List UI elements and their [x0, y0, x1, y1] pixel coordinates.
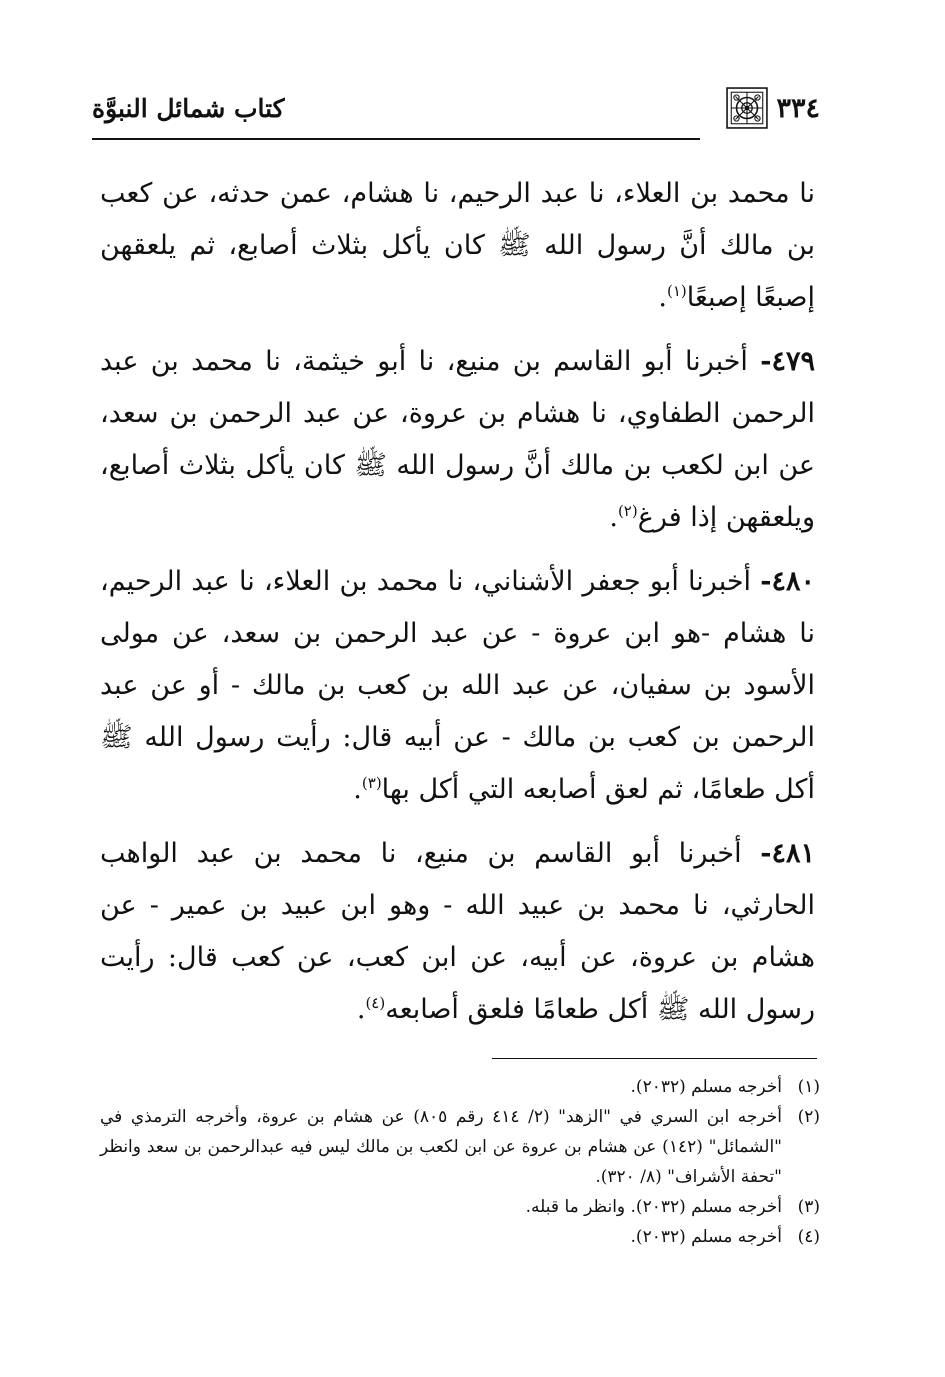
- paragraph-end: .: [609, 502, 618, 533]
- paragraph-481: [100, 828, 815, 1036]
- paragraph-479: [100, 336, 815, 544]
- footnotes: [100, 1072, 820, 1252]
- footnote-ref: (٢): [617, 502, 638, 520]
- paragraph-end: .: [356, 994, 366, 1025]
- hadith-number: ٤٨٠-: [760, 566, 815, 597]
- footnote-3: [100, 1192, 820, 1222]
- floral-ornament-icon: [726, 87, 768, 129]
- page-number: ٣٣٤: [776, 92, 820, 124]
- footnote-number: (٤): [797, 1227, 820, 1247]
- book-title: كتاب شمائل النبوَّة: [92, 93, 285, 123]
- paragraph-480: [100, 556, 815, 816]
- paragraph-1: [100, 168, 815, 324]
- page-number-group: [726, 87, 820, 129]
- footnote-text: أخرجه مسلم (٢٠٣٢). وانظر ما قبله.: [525, 1197, 782, 1217]
- paragraph-end: .: [353, 774, 362, 805]
- paragraph-text: أخبرنا أبو القاسم بن منيع، نا محمد بن عبد الواهب الحارثي، نا محمد بن عبيد الله - وهو ابن عبيد بن عمير - عن هشام بن عروة، عن أبيه، عن ابن كعب، عن كعب قال: رأيت رسول الله ﷺ أكل طعامًا فلعق أصابعه: [100, 838, 815, 1025]
- hadith-number: ٤٧٩-: [760, 346, 815, 377]
- hadith-number: ٤٨١-: [760, 838, 815, 869]
- paragraph-text: أخبرنا أبو القاسم بن منيع، نا أبو خيثمة، نا محمد بن عبد الرحمن الطفاوي، نا هشام بن عروة، عن عبد الرحمن بن سعد، عن ابن لكعب بن مالك أنَّ رسول الله ﷺ كان يأكل بثلاث أصابع، ويلعقهن إذا فرغ: [100, 346, 815, 533]
- footnote-4: [100, 1222, 820, 1252]
- paragraph-text: أخبرنا أبو جعفر الأشناني، نا محمد بن العلاء، نا عبد الرحيم، نا هشام -هو ابن عروة - عن عبد الرحمن بن سعد، عن مولى الأسود بن سفيان، عن عبد الله بن كعب بن مالك - أو عن عبد الرحمن بن كعب بن مالك - عن أبيه قال: رأيت رسول الله ﷺ أكل طعامًا، ثم لعق أصابعه التي أكل بها: [100, 566, 815, 805]
- footnote-ref: (٣): [361, 774, 382, 792]
- footnote-text: أخرجه مسلم (٢٠٣٢).: [630, 1227, 782, 1247]
- footnote-number: (١): [797, 1077, 820, 1097]
- footnote-ref: (٤): [365, 994, 386, 1012]
- main-text: [100, 168, 815, 1048]
- paragraph-text: نا محمد بن العلاء، نا عبد الرحيم، نا هشام، عمن حدثه، عن كعب بن مالك أنَّ رسول الله ﷺ كان يأكل بثلاث أصابع، ثم يلعقهن إصبعًا إصبعًا: [100, 178, 815, 313]
- footnote-number: (٣): [797, 1197, 820, 1217]
- footnote-ref: (١): [666, 282, 687, 300]
- footnote-1: [100, 1072, 820, 1102]
- page-header: [92, 82, 820, 134]
- footnote-text: أخرجه مسلم (٢٠٣٢).: [630, 1077, 782, 1097]
- footnote-2: [100, 1102, 820, 1192]
- footnote-text: أخرجه ابن السري في "الزهد" (٢/ ٤١٤ رقم ٨٠٥) عن هشام بن عروة، وأخرجه الترمذي في "الشمائل" (١٤٢) عن هشام بن عروة عن ابن لكعب بن مالك ليس فيه عبدالرحمن بن سعد وانظر "تحفة الأشراف" (٨/ ٣٢٠).: [100, 1107, 782, 1187]
- paragraph-end: .: [658, 282, 667, 313]
- footnote-number: (٢): [797, 1107, 820, 1127]
- header-rule: [92, 138, 700, 140]
- footnote-rule: [492, 1058, 817, 1059]
